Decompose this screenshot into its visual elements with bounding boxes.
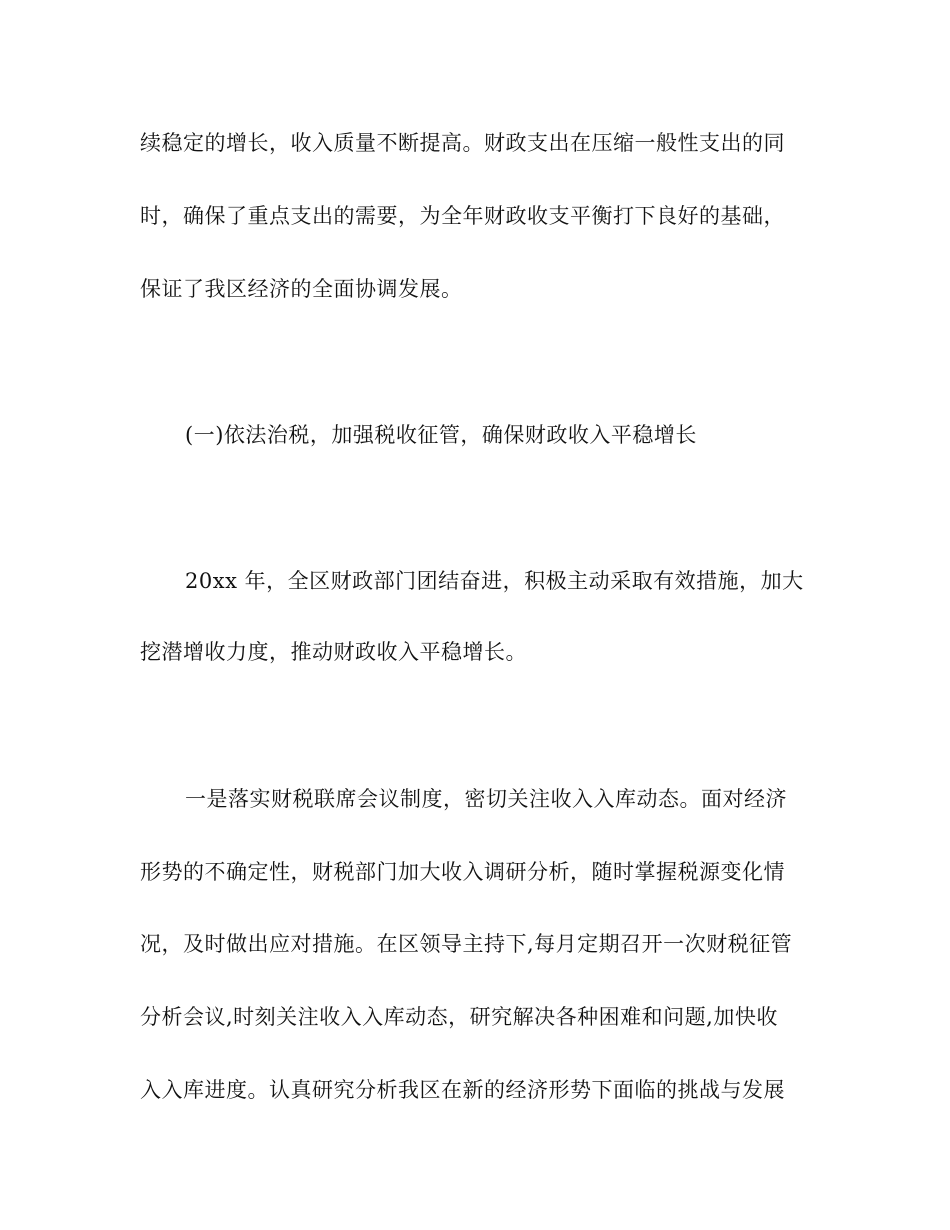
- paragraph-2-line-2: 挖潜增收力度，推动财政收入平稳增长。: [140, 640, 527, 664]
- paragraph-2-line-1: 20xx 年，全区财政部门团结奋进，积极主动采取有效措施，加大: [185, 569, 804, 593]
- paragraph-1-line-1: 续稳定的增长，收入质量不断提高。财政支出在压缩一般性支出的同: [140, 131, 785, 155]
- section-heading: (一)依法治税，加强税收征管，确保财政收入平稳增长: [185, 423, 697, 447]
- paragraph-3-line-3: 况，及时做出应对措施。在区领导主持下,每月定期召开一次财税征管: [140, 932, 793, 956]
- paragraph-3-line-1: 一是落实财税联席会议制度，密切关注收入入库动态。面对经济: [185, 787, 787, 811]
- paragraph-1-line-3: 保证了我区经济的全面协调发展。: [140, 277, 463, 301]
- paragraph-1-line-2: 时，确保了重点支出的需要，为全年财政收支平衡打下良好的基础，: [140, 204, 785, 228]
- paragraph-3-line-4: 分析会议,时刻关注收入入库动态，研究解决各种困难和问题,加快收: [140, 1005, 778, 1029]
- paragraph-3-line-5: 入入库进度。认真研究分析我区在新的经济形势下面临的挑战与发展: [140, 1078, 785, 1102]
- paragraph-3-line-2: 形势的不确定性，财税部门加大收入调研分析，随时掌握税源变化情: [140, 860, 785, 884]
